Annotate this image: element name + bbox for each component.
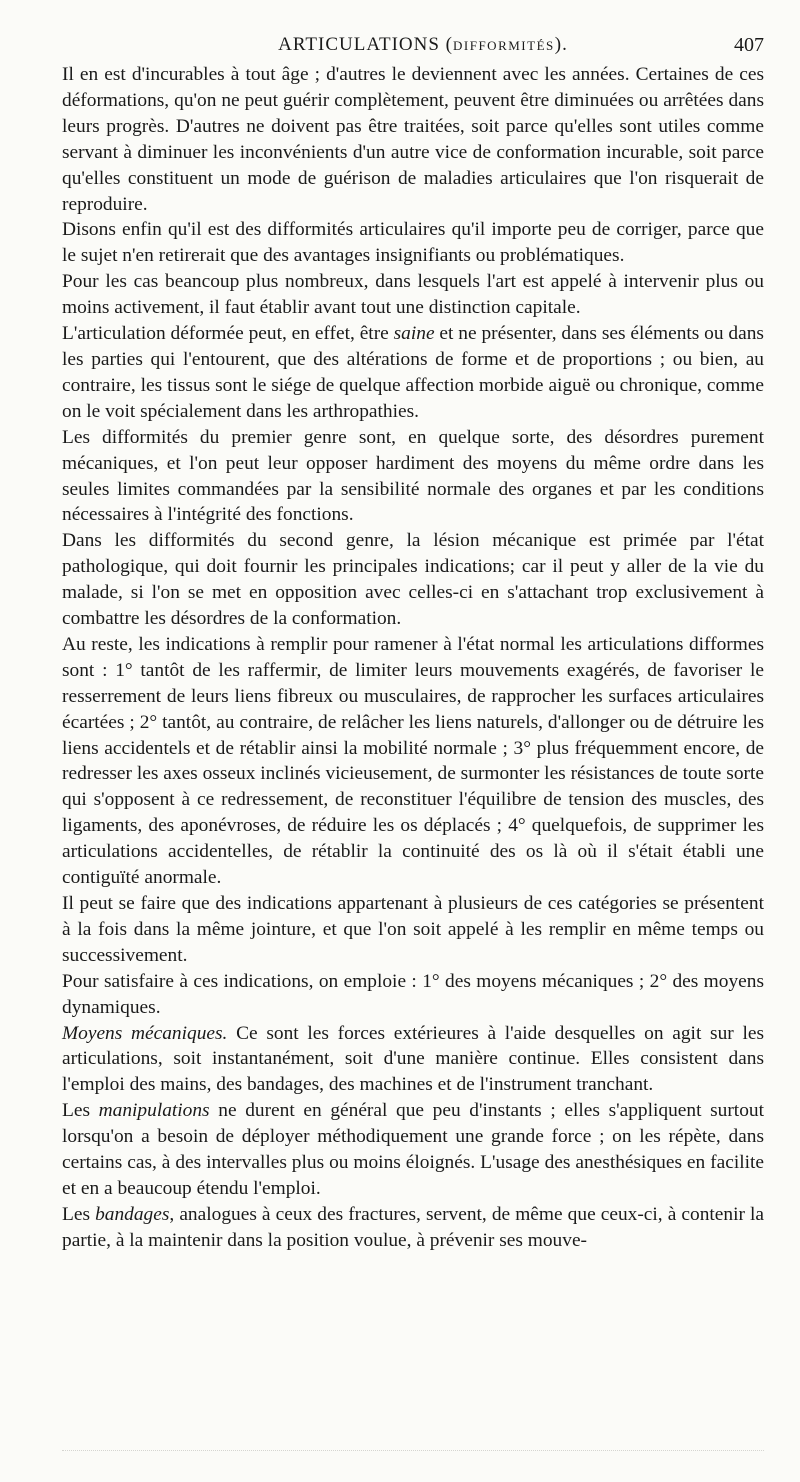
body-text <box>62 62 764 1254</box>
paragraph-text: , analogues à ceux des fractures, servent, de même que ceux-ci, à contenir la partie, à la maintenir dans la position voulue, à prévenir ses mouve- <box>62 1203 764 1251</box>
paragraph <box>62 969 764 1021</box>
paragraph-text: Les <box>62 1203 96 1225</box>
running-header <box>62 28 764 62</box>
paragraph-text: Disons enfin qu'il est des difformités articulaires qu'il importe peu de corriger, parce que le sujet n'en retirerait que des avantages insignifiants ou problématiques. <box>62 219 764 267</box>
paragraph <box>62 217 764 269</box>
paragraph <box>62 528 764 632</box>
paragraph <box>62 269 764 321</box>
paragraph <box>62 1202 764 1254</box>
paragraph-text: Les difformités du premier genre sont, en quelque sorte, des désordres purement mécaniques, et l'on peut leur opposer hardiment des moyens du même ordre dans les seules limites commandées par la sensibilité normale des organes et par les conditions nécessaires à l'intégrité des fonctions. <box>62 426 764 526</box>
italic-text: manipulations <box>98 1100 210 1122</box>
paragraph-text: Ce sont les forces extérieures à l'aide desquelles on agit sur les articulations, soit instantanément, soit d'une manière continue. Elles consistent dans l'emploi des mains, des bandages, des machines et de l'instrument tranchant. <box>62 1022 764 1096</box>
title-subtitle: DIFFORMITÉS <box>453 38 555 53</box>
paragraph-text: Il peut se faire que des indications appartenant à plusieurs de ces catégories se présentent à la fois dans la même jointure, et que l'on soit appelé à les remplir en même temps ou successivement. <box>62 893 764 966</box>
paragraph-text: ne durent en général que peu d'instants ; elles s'appliquent surtout lorsqu'on a besoin de déployer méthodiquement une grande force ; on les répète, dans certains cas, à des intervalles plus ou moins éloignés. L'usage des anesthésiques en facilite et en a beaucoup étendu l'emploi. <box>62 1100 764 1199</box>
paragraph <box>62 425 764 529</box>
paragraph-text: Les <box>62 1100 99 1122</box>
bottom-bleed-through <box>62 1440 764 1451</box>
title-main: ARTICULATIONS <box>278 34 446 55</box>
title-paren-open: ( <box>445 34 453 55</box>
paragraph <box>62 632 764 891</box>
running-title <box>62 34 764 56</box>
paragraph <box>62 891 764 969</box>
paragraph <box>62 1021 764 1099</box>
italic-text: Moyens mécaniques. <box>62 1022 228 1044</box>
paragraph-text: Il en est d'incurables à tout âge ; d'autres le deviennent avec les années. Certaines de ces déformations, qu'on ne peut guérir complètement, peuvent être diminuées ou arrêtées dans leurs progrès. D'autres ne doivent pas être traitées, soit parce qu'elles sont utiles comme servant à diminuer les inconvénients d'un autre vice de conformation incurable, soit parce qu'elles constituent un mode de guérison de maladies articulaires que l'on risquerait de reproduire. <box>62 64 764 215</box>
page-number: 407 <box>734 34 764 56</box>
title-paren-close: ). <box>554 34 568 55</box>
italic-text: saine <box>393 323 435 345</box>
paragraph <box>62 62 764 217</box>
paragraph-text: Au reste, les indications à remplir pour ramener à l'état normal les articulations difformes sont : 1° tantôt de les raffermir, de limiter leurs mouvements exagérés, de favoriser le resserrement de leurs liens fibreux ou musculaires, de rapprocher les surfaces articulaires écartées ; 2° tantôt, au contraire, de relâcher les liens naturels, d'allonger ou de détruire les liens accidentels et de rétablir ainsi la mobilité normale ; 3° plus fréquemment encore, de redresser les axes osseux inclinés vicieusement, de surmonter les résistances de toute sorte qui s'opposent à ce redressement, de reconstituer l'équilibre de tension des muscles, des ligaments, des aponévroses, de réduire les os déplacés ; 4° quelquefois, de supprimer les articulations accidentelles, de rétablir la continuité des os là où il s'était établi une contiguïté anormale. <box>62 633 764 889</box>
paragraph-text: et ne présenter, dans ses éléments ou dans les parties qui l'entourent, que des altérations de forme et de proportions ; ou bien, au contraire, les tissus sont le siége de quelque affection morbide aiguë ou chronique, comme on le voit spécialement dans les arthropathies. <box>62 323 764 422</box>
paragraph-text: L'articulation déformée peut, en effet, être <box>62 323 394 345</box>
paragraph-text: Dans les difformités du second genre, la lésion mécanique est primée par l'état pathologique, qui doit fournir les principales indications; car il peut y aller de la vie du malade, si l'on se met en opposition avec celles-ci en s'attachant trop exclusivement à combattre les désordres de la conformation. <box>62 530 764 630</box>
paragraph <box>62 1098 764 1202</box>
paragraph-text: Pour satisfaire à ces indications, on emploie : 1° des moyens mécaniques ; 2° des moyens dynamiques. <box>62 970 764 1018</box>
paragraph <box>62 321 764 425</box>
italic-text: bandages <box>95 1203 170 1225</box>
paragraph-text: Pour les cas beancoup plus nombreux, dans lesquels l'art est appelé à intervenir plus ou moins activement, il faut établir avant tout une distinction capitale. <box>62 271 764 319</box>
